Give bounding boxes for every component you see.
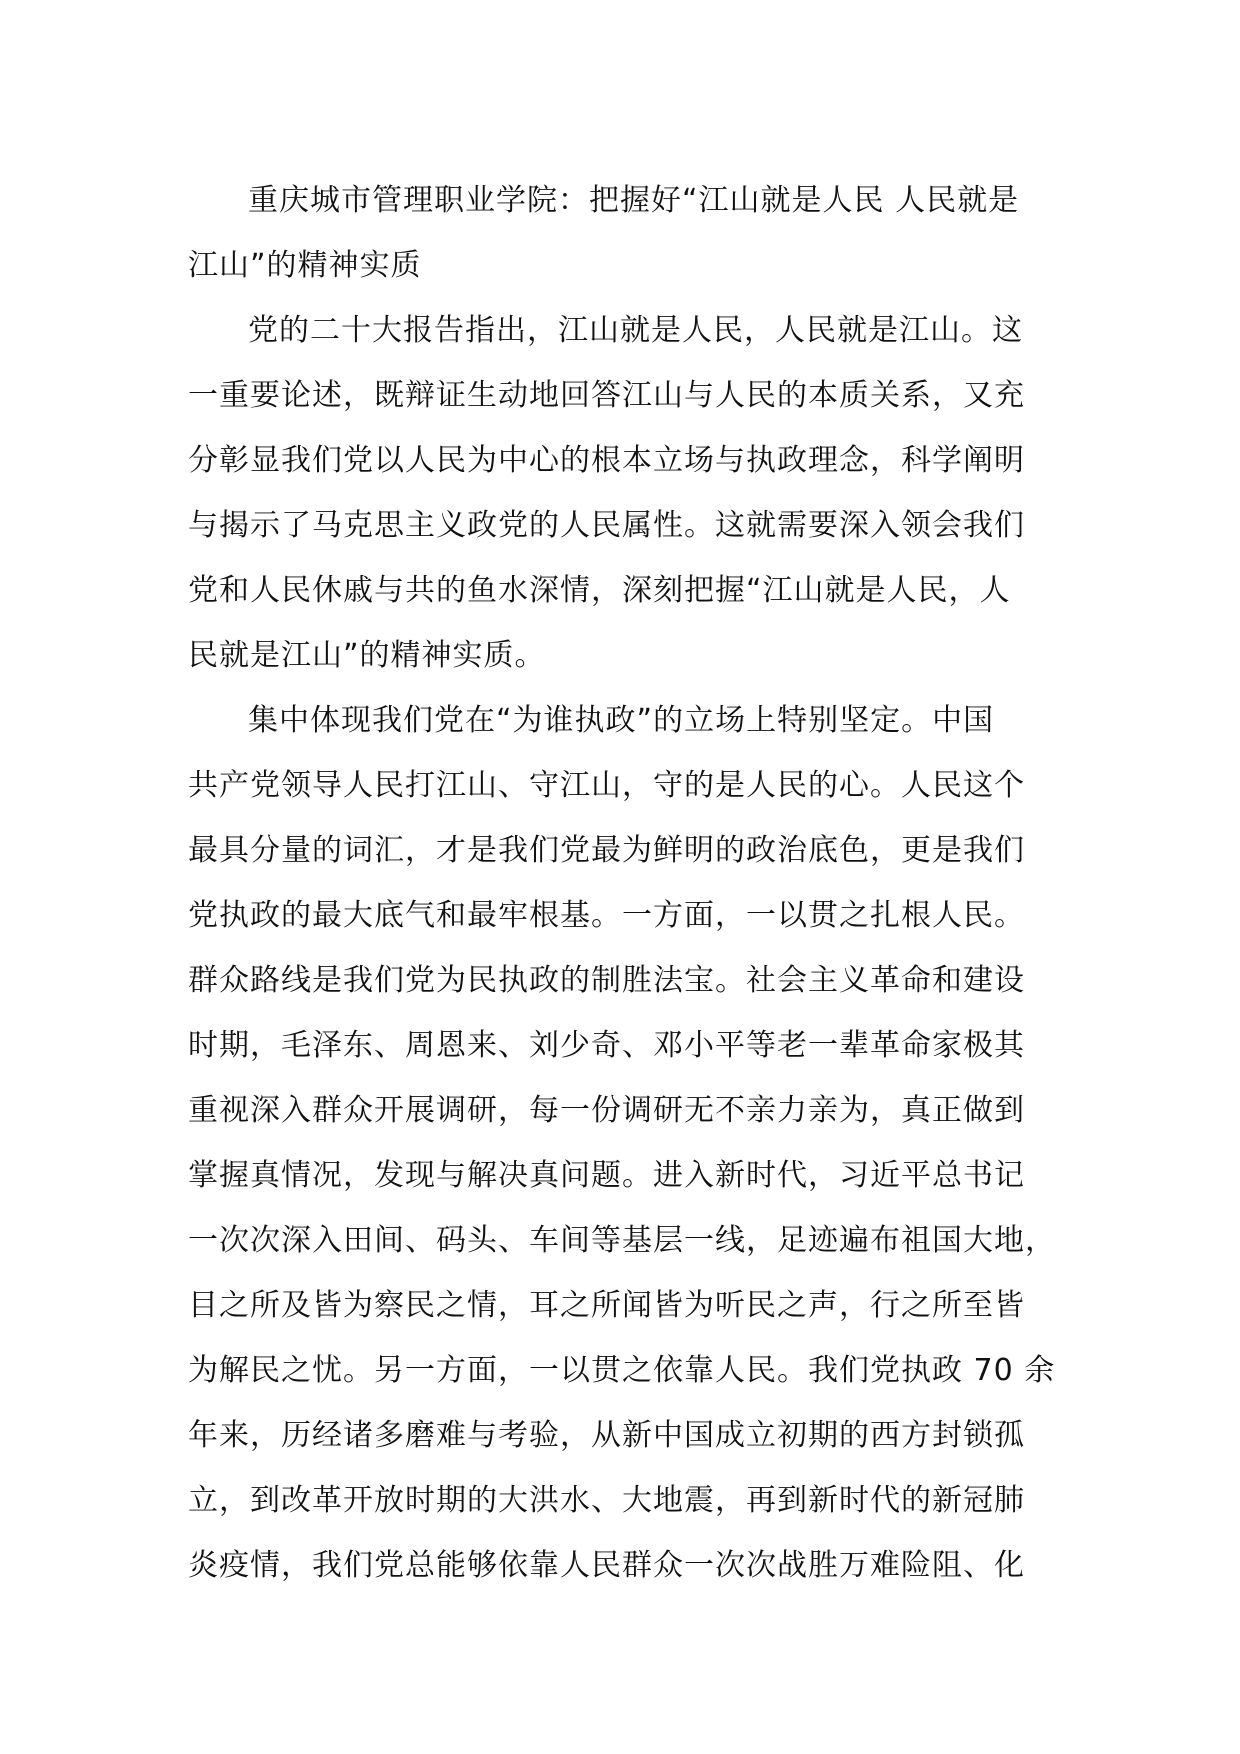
paragraph-2-line: 炎疫情，我们党总能够依靠人民群众一次次战胜万难险阻、化 (188, 1548, 1025, 1583)
paragraph-2-line: 一次次深入田间、码头、车间等基层一线，足迹遍布祖国大地， (188, 1223, 1056, 1258)
paragraph-1-line: 民就是江山”的精神实质。 (188, 638, 546, 673)
paragraph-1-line: 分彰显我们党以人民为中心的根本立场与执政理念，科学阐明 (188, 443, 1025, 478)
title-line-1: 重庆城市管理职业学院：把握好“江山就是人民 人民就是 (248, 183, 1020, 218)
document-body (188, 168, 1068, 1598)
paragraph-2-line: 群众路线是我们党为民执政的制胜法宝。社会主义革命和建设 (188, 963, 1025, 998)
paragraph-2 (188, 688, 1068, 1598)
paragraph-2-line: 年来，历经诸多磨难与考验，从新中国成立初期的西方封锁孤 (188, 1418, 1025, 1453)
paragraph-2-line: 时期，毛泽东、周恩来、刘少奇、邓小平等老一辈革命家极其 (188, 1028, 1025, 1063)
paragraph-2-line: 集中体现我们党在“为谁执政”的立场上特别坚定。中国 (248, 703, 995, 738)
paragraph-2-line: 最具分量的词汇，才是我们党最为鲜明的政治底色，更是我们 (188, 833, 1025, 868)
paragraph-2-line: 共产党领导人民打江山、守江山，守的是人民的心。人民这个 (188, 768, 1025, 803)
title-line-2: 江山”的精神实质 (188, 248, 422, 283)
paragraph-1-line: 党和人民休戚与共的鱼水深情，深刻把握“江山就是人民，人 (188, 573, 1011, 608)
paragraph-2-line: 立，到改革开放时期的大洪水、大地震，再到新时代的新冠肺 (188, 1483, 1025, 1518)
paragraph-1-line: 党的二十大报告指出，江山就是人民，人民就是江山。这 (248, 313, 1023, 348)
paragraph-1-line: 一重要论述，既辩证生动地回答江山与人民的本质关系，又充 (188, 378, 1025, 413)
paragraph-2-line: 为解民之忧。另一方面，一以贯之依靠人民。我们党执政 70 余 (188, 1353, 1056, 1388)
paragraph-2-line: 掌握真情况，发现与解决真问题。进入新时代，习近平总书记 (188, 1158, 1025, 1193)
document-title (188, 168, 1068, 298)
paragraph-2-line: 目之所及皆为察民之情，耳之所闻皆为听民之声，行之所至皆 (188, 1288, 1025, 1323)
paragraph-1-line: 与揭示了马克思主义政党的人民属性。这就需要深入领会我们 (188, 508, 1025, 543)
paragraph-2-line: 党执政的最大底气和最牢根基。一方面，一以贯之扎根人民。 (188, 898, 1025, 933)
paragraph-1 (188, 298, 1068, 688)
paragraph-2-line: 重视深入群众开展调研，每一份调研无不亲力亲为，真正做到 (188, 1093, 1025, 1128)
